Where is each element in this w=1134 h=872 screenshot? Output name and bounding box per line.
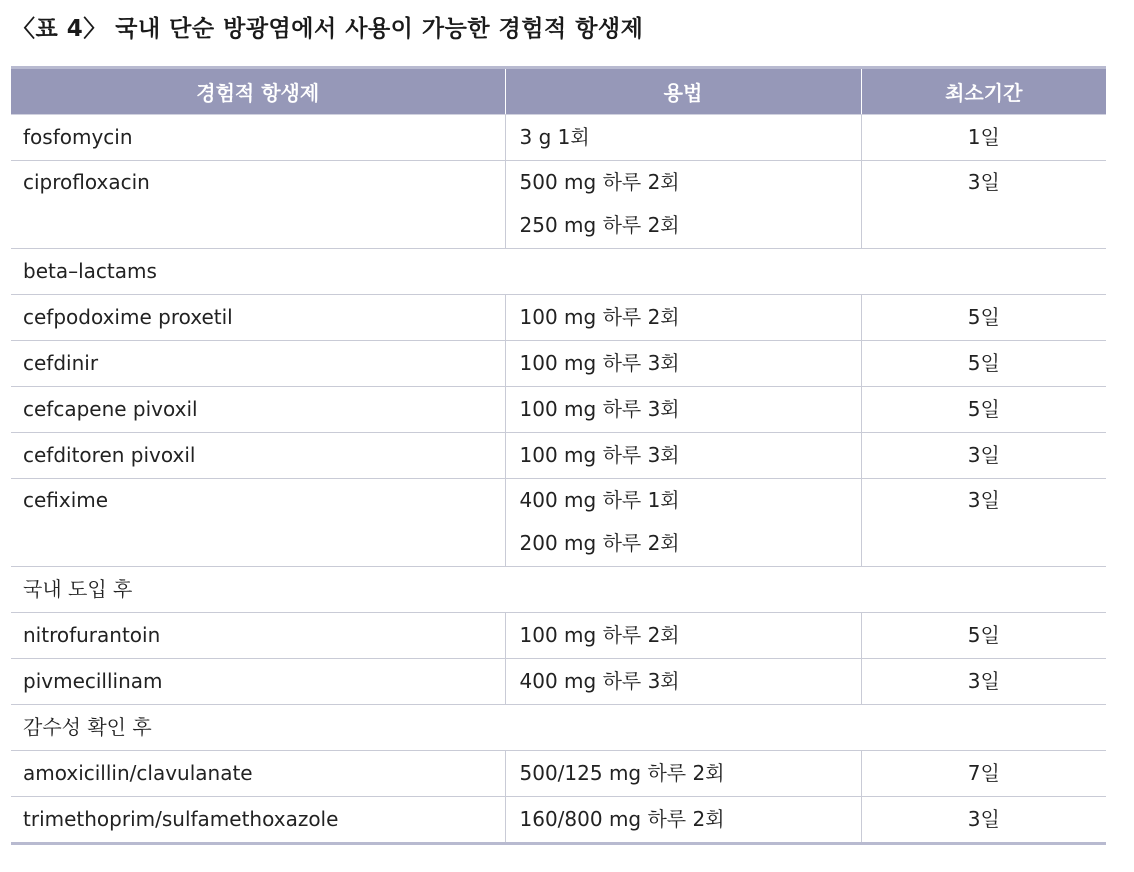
dose-line: 250 mg 하루 2회 <box>519 213 680 237</box>
table-header-row <box>11 68 1106 115</box>
duration: 7일 <box>861 751 1106 797</box>
dose-cell <box>505 161 861 249</box>
drug-name: pivmecillinam <box>11 659 505 705</box>
dose-line: 200 mg 하루 2회 <box>519 531 680 555</box>
drug-name: cefcapene pivoxil <box>11 387 505 433</box>
duration: 3일 <box>861 797 1106 844</box>
duration: 3일 <box>861 659 1106 705</box>
dose-line: 400 mg 하루 1회 <box>519 488 680 512</box>
dose-line: 3 g 1회 <box>519 125 590 149</box>
drug-name: nitrofurantoin <box>11 613 505 659</box>
table-body <box>11 115 1106 844</box>
dose-cell <box>505 115 861 161</box>
duration: 5일 <box>861 613 1106 659</box>
table-row <box>11 797 1106 844</box>
table-row <box>11 295 1106 341</box>
dose-line: 500 mg 하루 2회 <box>519 170 680 194</box>
drug-name: cefixime <box>11 479 505 567</box>
duration: 3일 <box>861 433 1106 479</box>
header-drug: 경험적 항생제 <box>11 68 505 115</box>
dose-cell <box>505 613 861 659</box>
dose-cell <box>505 433 861 479</box>
group-label: 국내 도입 후 <box>11 567 1106 613</box>
dose-line: 100 mg 하루 2회 <box>519 623 680 647</box>
dose-cell <box>505 751 861 797</box>
dose-line: 160/800 mg 하루 2회 <box>519 807 725 831</box>
dose-cell <box>505 387 861 433</box>
duration: 5일 <box>861 341 1106 387</box>
dose-line: 100 mg 하루 3회 <box>519 443 680 467</box>
drug-name: trimethoprim/sulfamethoxazole <box>11 797 505 844</box>
dose-line: 100 mg 하루 2회 <box>519 305 680 329</box>
dose-line: 400 mg 하루 3회 <box>519 669 680 693</box>
dose-line: 100 mg 하루 3회 <box>519 397 680 421</box>
dose-line: 500/125 mg 하루 2회 <box>519 761 725 785</box>
duration: 3일 <box>861 161 1106 249</box>
duration: 5일 <box>861 387 1106 433</box>
table-row <box>11 387 1106 433</box>
table-row <box>11 115 1106 161</box>
duration: 3일 <box>861 479 1106 567</box>
table-caption: 〈표 4〉 국내 단순 방광염에서 사용이 가능한 경험적 항생제 <box>12 16 644 42</box>
group-row <box>11 567 1106 613</box>
drug-name: ciprofloxacin <box>11 161 505 249</box>
dose-cell <box>505 341 861 387</box>
drug-name: cefdinir <box>11 341 505 387</box>
antibiotics-table <box>11 66 1106 845</box>
group-label: 감수성 확인 후 <box>11 705 1106 751</box>
table-row <box>11 659 1106 705</box>
duration: 1일 <box>861 115 1106 161</box>
dose-cell <box>505 797 861 844</box>
table-row <box>11 479 1106 567</box>
header-dose: 용법 <box>505 68 861 115</box>
group-row <box>11 249 1106 295</box>
drug-name: cefpodoxime proxetil <box>11 295 505 341</box>
dose-cell <box>505 295 861 341</box>
table-row <box>11 751 1106 797</box>
table-row <box>11 433 1106 479</box>
header-duration: 최소기간 <box>861 68 1106 115</box>
group-label: beta–lactams <box>11 249 1106 295</box>
table-row <box>11 341 1106 387</box>
drug-name: fosfomycin <box>11 115 505 161</box>
table-row <box>11 161 1106 249</box>
table-row <box>11 613 1106 659</box>
drug-name: amoxicillin/clavulanate <box>11 751 505 797</box>
duration: 5일 <box>861 295 1106 341</box>
dose-cell <box>505 659 861 705</box>
dose-cell <box>505 479 861 567</box>
group-row <box>11 705 1106 751</box>
drug-name: cefditoren pivoxil <box>11 433 505 479</box>
dose-line: 100 mg 하루 3회 <box>519 351 680 375</box>
